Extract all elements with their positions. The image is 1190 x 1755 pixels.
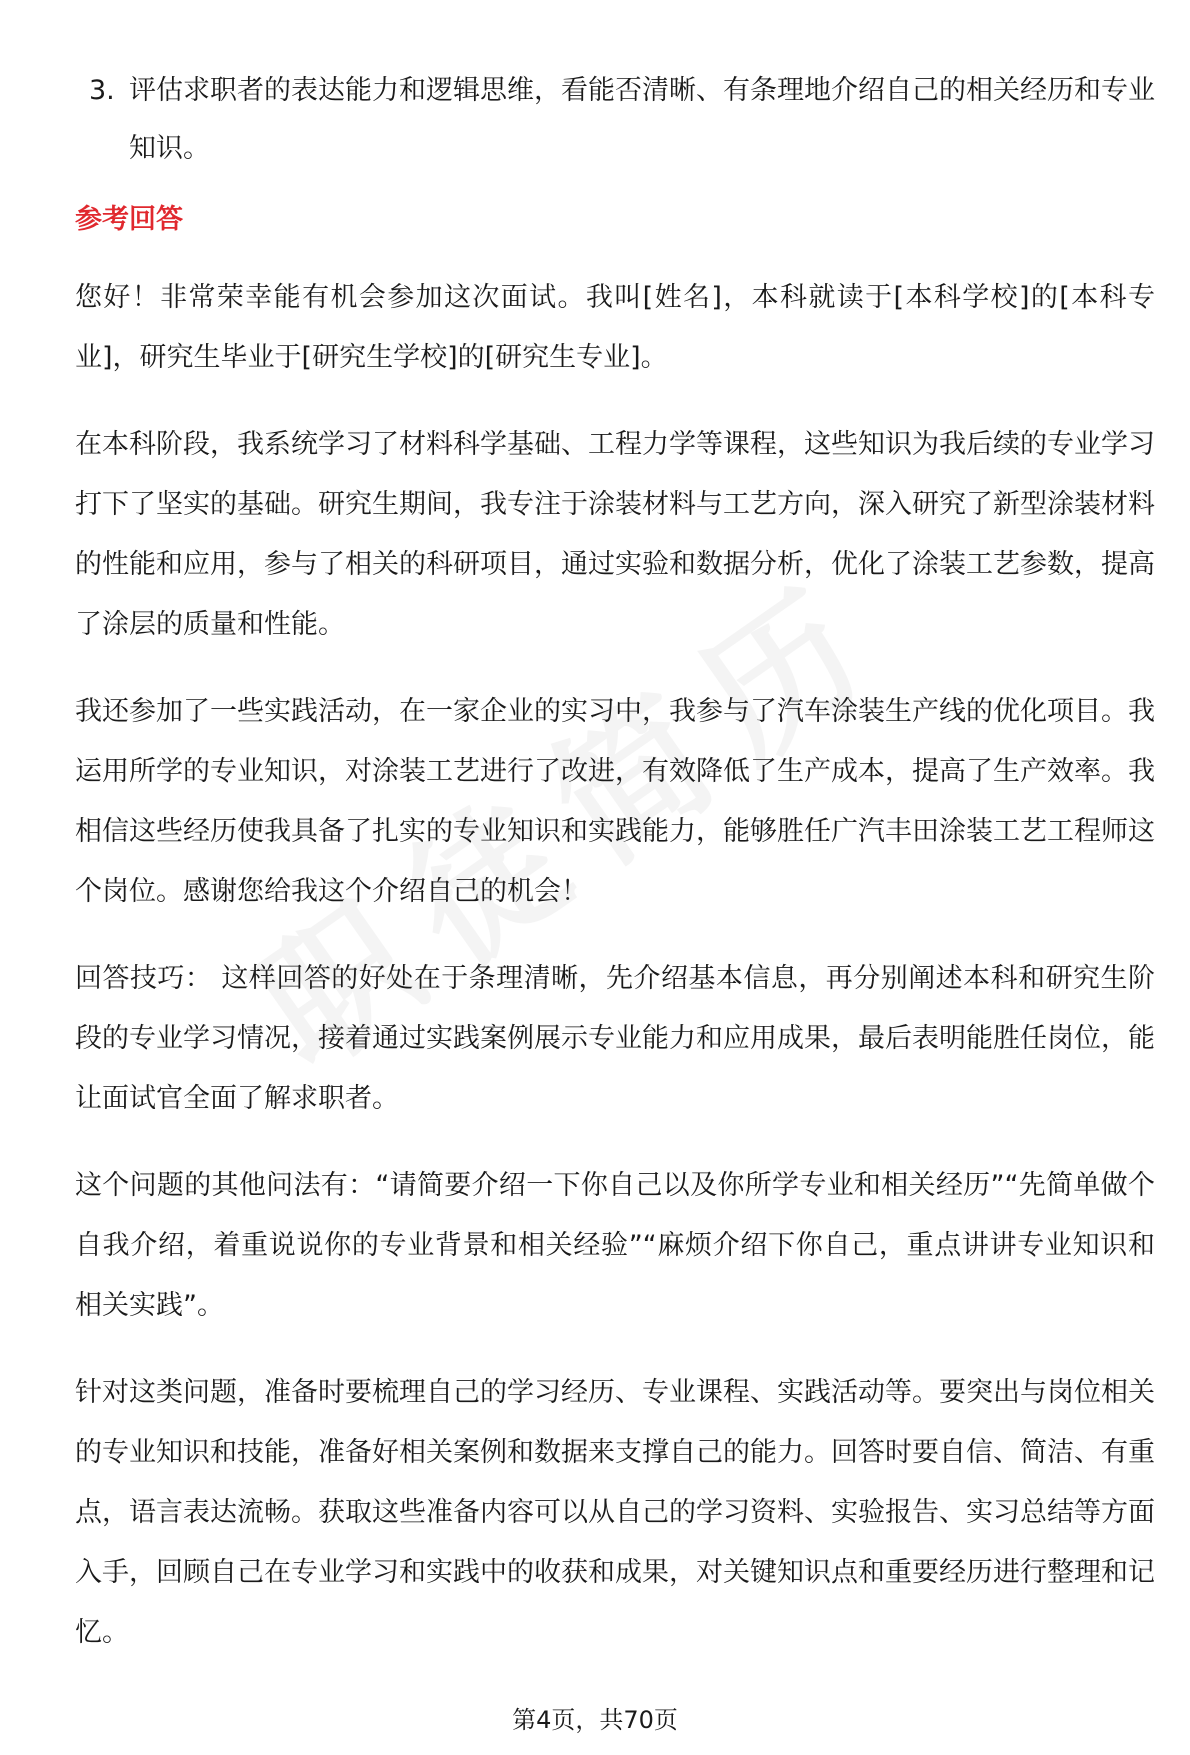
- paragraph-intro: 您好！非常荣幸能有机会参加这次面试。我叫[姓名]，本科就读于[本科学校]的[本科专业]，研究生毕业于[研究生学校]的[研究生专业]。: [75, 282, 1155, 373]
- page-content: [75, 62, 1155, 1690]
- paragraph-education: 在本科阶段，我系统学习了材料科学基础、工程力学等课程，这些知识为我后续的专业学习打下了坚实的基础。研究生期间，我专注于涂装材料与工艺方向，深入研究了新型涂装材料的性能和应用，参与了相关的科研项目，通过实验和数据分析，优化了涂装工艺参数，提高了涂层的质量和性能。: [75, 429, 1155, 640]
- paragraph-alternative-questions: 这个问题的其他问法有：“请简要介绍一下你自己以及你所学专业和相关经历”“先简单做个自我介绍，着重说说你的专业背景和相关经验”“麻烦介绍下你自己，重点讲讲专业知识和相关实践”。: [75, 1170, 1155, 1321]
- paragraph-answer-tips: 回答技巧： 这样回答的好处在于条理清晰，先介绍基本信息，再分别阐述本科和研究生阶段的专业学习情况，接着通过实践案例展示专业能力和应用成果，最后表明能胜任岗位，能让面试官全面了解求职者。: [75, 963, 1155, 1114]
- list-item-text: 评估求职者的表达能力和逻辑思维，看能否清晰、有条理地介绍自己的相关经历和专业知识。: [129, 75, 1155, 164]
- list-item: [89, 62, 1155, 178]
- paragraph-preparation: 针对这类问题，准备时要梳理自己的学习经历、专业课程、实践活动等。要突出与岗位相关的专业知识和技能，准备好相关案例和数据来支撑自己的能力。回答时要自信、简洁、有重点，语言表达流畅。获取这些准备内容可以从自己的学习资料、实验报告、实习总结等方面入手，回顾自己在专业学习和实践中的收获和成果，对关键知识点和重要经历进行整理和记忆。: [75, 1377, 1155, 1648]
- paragraph-practice: 我还参加了一些实践活动，在一家企业的实习中，我参与了汽车涂装生产线的优化项目。我运用所学的专业知识，对涂装工艺进行了改进，有效降低了生产成本，提高了生产效率。我相信这些经历使我具备了扎实的专业知识和实践能力，能够胜任广汽丰田涂装工艺工程师这个岗位。感谢您给我这个介绍自己的机会！: [75, 696, 1155, 907]
- section-title: 参考回答: [75, 204, 183, 235]
- list-item-number: 3.: [89, 75, 115, 106]
- page-footer: 第4页，共70页: [512, 1706, 678, 1734]
